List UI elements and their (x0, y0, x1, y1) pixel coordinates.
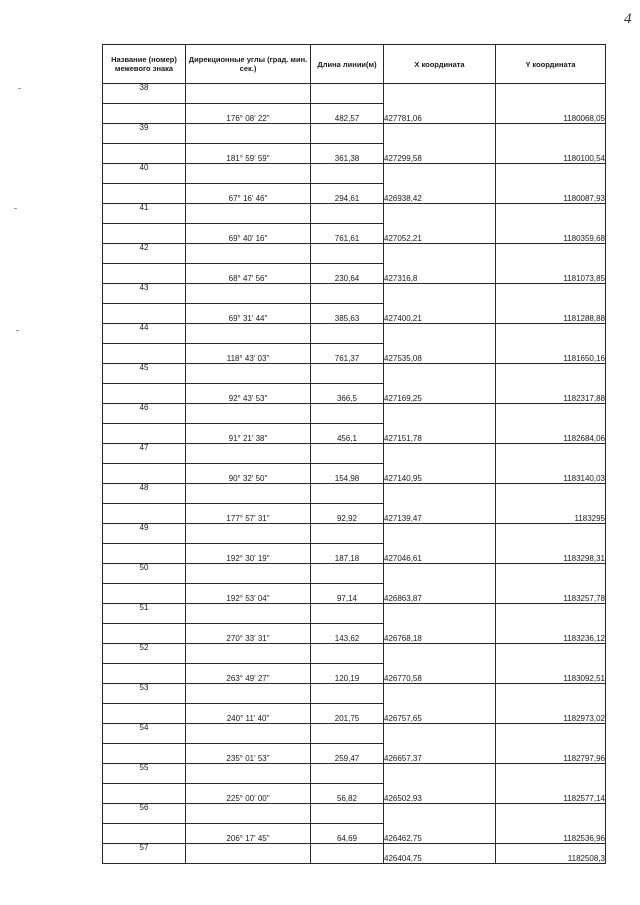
scan-speck (14, 208, 17, 209)
y-coordinate: 1180068,05 (496, 84, 606, 124)
segment-angle: 181° 59' 59" (186, 144, 311, 164)
table-row (103, 244, 606, 264)
empty-cell (103, 384, 186, 404)
empty-cell (103, 624, 186, 644)
segment-length: 456,1 (311, 424, 384, 444)
table-row (103, 124, 606, 144)
empty-cell (186, 84, 311, 104)
table-row (103, 404, 606, 424)
empty-cell (186, 204, 311, 224)
segment-angle: 192° 53' 04" (186, 584, 311, 604)
segment-angle: 225° 00' 00" (186, 784, 311, 804)
y-coordinate: 1182536,96 (496, 804, 606, 844)
x-coordinate: 427169,25 (384, 364, 496, 404)
segment-length: 482,57 (311, 104, 384, 124)
y-coordinate: 1181288,88 (496, 284, 606, 324)
empty-cell (186, 164, 311, 184)
segment-angle: 176° 08' 22" (186, 104, 311, 124)
point-name: 54 (103, 724, 186, 744)
empty-cell (103, 584, 186, 604)
empty-cell (186, 244, 311, 264)
segment-length: 294,61 (311, 184, 384, 204)
empty-cell (186, 684, 311, 704)
segment-length: 143,62 (311, 624, 384, 644)
segment-angle: 206° 17' 45" (186, 824, 311, 844)
segment-angle: 69° 40' 16" (186, 224, 311, 244)
y-coordinate: 1183295 (496, 484, 606, 524)
y-coordinate: 1182508,3 (496, 844, 606, 864)
segment-length: 259,47 (311, 744, 384, 764)
y-coordinate: 1182797,96 (496, 724, 606, 764)
segment-angle: 91° 21' 38" (186, 424, 311, 444)
segment-length: 761,37 (311, 344, 384, 364)
point-name: 52 (103, 644, 186, 664)
point-name: 46 (103, 404, 186, 424)
x-coordinate: 427140,95 (384, 444, 496, 484)
empty-cell (311, 844, 384, 864)
empty-cell (311, 404, 384, 424)
segment-length: 361,38 (311, 144, 384, 164)
empty-cell (311, 444, 384, 464)
y-coordinate: 1182684,06 (496, 404, 606, 444)
empty-cell (103, 784, 186, 804)
y-coordinate: 1181650,16 (496, 324, 606, 364)
segment-length: 92,92 (311, 504, 384, 524)
empty-cell (311, 284, 384, 304)
empty-cell (186, 364, 311, 384)
x-coordinate: 427046,61 (384, 524, 496, 564)
empty-cell (186, 324, 311, 344)
point-name: 55 (103, 764, 186, 784)
empty-cell (311, 724, 384, 744)
header-length: Длина линии(м) (311, 45, 384, 84)
x-coordinate: 427400,21 (384, 284, 496, 324)
point-name: 41 (103, 204, 186, 224)
table-row (103, 164, 606, 184)
x-coordinate: 426938,42 (384, 164, 496, 204)
segment-angle: 67° 16' 46" (186, 184, 311, 204)
segment-length: 761,61 (311, 224, 384, 244)
empty-cell (311, 604, 384, 624)
segment-length: 97,14 (311, 584, 384, 604)
segment-length: 120,19 (311, 664, 384, 684)
empty-cell (186, 484, 311, 504)
point-name: 43 (103, 284, 186, 304)
header-y: Y координата (496, 45, 606, 84)
empty-cell (103, 304, 186, 324)
point-name: 50 (103, 564, 186, 584)
point-name: 47 (103, 444, 186, 464)
empty-cell (103, 504, 186, 524)
segment-length: 201,75 (311, 704, 384, 724)
x-coordinate: 426768,18 (384, 604, 496, 644)
x-coordinate: 427299,58 (384, 124, 496, 164)
x-coordinate: 426502,93 (384, 764, 496, 804)
empty-cell (186, 604, 311, 624)
table-row (103, 644, 606, 664)
x-coordinate: 427052,21 (384, 204, 496, 244)
segment-angle: 235° 01' 53" (186, 744, 311, 764)
empty-cell (103, 464, 186, 484)
x-coordinate: 426462,75 (384, 804, 496, 844)
y-coordinate: 1182577,14 (496, 764, 606, 804)
segment-angle: 69° 31' 44" (186, 304, 311, 324)
empty-cell (186, 124, 311, 144)
empty-cell (103, 144, 186, 164)
empty-cell (186, 724, 311, 744)
point-name: 51 (103, 604, 186, 624)
empty-cell (103, 664, 186, 684)
empty-cell (186, 764, 311, 784)
empty-cell (186, 284, 311, 304)
empty-cell (311, 244, 384, 264)
table-row (103, 564, 606, 584)
empty-cell (311, 164, 384, 184)
segment-angle: 263° 49' 27" (186, 664, 311, 684)
table-row (103, 204, 606, 224)
point-name: 45 (103, 364, 186, 384)
y-coordinate: 1180359,68 (496, 204, 606, 244)
empty-cell (311, 484, 384, 504)
table-body (103, 84, 606, 864)
empty-cell (311, 364, 384, 384)
x-coordinate: 426657,37 (384, 724, 496, 764)
y-coordinate: 1183092,51 (496, 644, 606, 684)
table-row (103, 484, 606, 504)
segment-length: 64,69 (311, 824, 384, 844)
point-name: 56 (103, 804, 186, 824)
table-row (103, 604, 606, 624)
empty-cell (186, 844, 311, 864)
empty-cell (186, 804, 311, 824)
segment-angle: 270° 33' 31" (186, 624, 311, 644)
table-row (103, 324, 606, 344)
empty-cell (103, 264, 186, 284)
empty-cell (311, 684, 384, 704)
y-coordinate: 1183236,12 (496, 604, 606, 644)
segment-length: 230,64 (311, 264, 384, 284)
x-coordinate: 427316,8 (384, 244, 496, 284)
y-coordinate: 1180087,93 (496, 164, 606, 204)
point-name: 44 (103, 324, 186, 344)
empty-cell (311, 644, 384, 664)
empty-cell (103, 184, 186, 204)
x-coordinate: 427139,47 (384, 484, 496, 524)
scan-speck (18, 88, 21, 89)
y-coordinate: 1182973,02 (496, 684, 606, 724)
y-coordinate: 1180100,54 (496, 124, 606, 164)
segment-length: 187,18 (311, 544, 384, 564)
point-name: 39 (103, 124, 186, 144)
table-row (103, 444, 606, 464)
empty-cell (311, 804, 384, 824)
y-coordinate: 1183257,78 (496, 564, 606, 604)
segment-length: 366,5 (311, 384, 384, 404)
empty-cell (103, 344, 186, 364)
table-header-row (103, 45, 606, 84)
empty-cell (103, 224, 186, 244)
empty-cell (311, 524, 384, 544)
segment-angle: 118° 43' 03" (186, 344, 311, 364)
empty-cell (186, 564, 311, 584)
empty-cell (311, 124, 384, 144)
empty-cell (103, 824, 186, 844)
y-coordinate: 1183140,03 (496, 444, 606, 484)
empty-cell (311, 204, 384, 224)
empty-cell (311, 764, 384, 784)
empty-cell (186, 444, 311, 464)
empty-cell (311, 324, 384, 344)
segment-angle: 240° 11' 40" (186, 704, 311, 724)
x-coordinate: 426404,75 (384, 844, 496, 864)
table-row (103, 724, 606, 744)
x-coordinate: 427151,78 (384, 404, 496, 444)
y-coordinate: 1183298,31 (496, 524, 606, 564)
empty-cell (103, 704, 186, 724)
y-coordinate: 1182317,88 (496, 364, 606, 404)
empty-cell (103, 744, 186, 764)
point-name: 53 (103, 684, 186, 704)
table-row (103, 684, 606, 704)
point-name: 40 (103, 164, 186, 184)
x-coordinate: 427781,06 (384, 84, 496, 124)
x-coordinate: 426757,65 (384, 684, 496, 724)
empty-cell (103, 544, 186, 564)
table-row (103, 364, 606, 384)
segment-length: 385,63 (311, 304, 384, 324)
segment-length: 56,82 (311, 784, 384, 804)
table-row (103, 764, 606, 784)
segment-angle: 192° 30' 19" (186, 544, 311, 564)
empty-cell (186, 644, 311, 664)
table-row (103, 844, 606, 864)
empty-cell (311, 84, 384, 104)
header-name: Название (номер) межевого знака (103, 45, 186, 84)
header-x: X координата (384, 45, 496, 84)
x-coordinate: 427535,08 (384, 324, 496, 364)
table-row (103, 84, 606, 104)
empty-cell (103, 424, 186, 444)
x-coordinate: 426863,87 (384, 564, 496, 604)
table-row (103, 284, 606, 304)
segment-angle: 90° 32' 50" (186, 464, 311, 484)
point-name: 48 (103, 484, 186, 504)
empty-cell (311, 564, 384, 584)
point-name: 38 (103, 84, 186, 104)
segment-angle: 177° 57' 31" (186, 504, 311, 524)
x-coordinate: 426770,58 (384, 644, 496, 684)
point-name: 49 (103, 524, 186, 544)
segment-angle: 92° 43' 53" (186, 384, 311, 404)
table-row (103, 524, 606, 544)
survey-table (102, 44, 606, 864)
header-angle: Дирекционные углы (град. мин. сек.) (186, 45, 311, 84)
empty-cell (186, 404, 311, 424)
empty-cell (186, 524, 311, 544)
segment-angle: 68° 47' 56" (186, 264, 311, 284)
y-coordinate: 1181073,85 (496, 244, 606, 284)
page-number: 4 (624, 11, 632, 27)
point-name: 42 (103, 244, 186, 264)
point-name: 57 (103, 844, 186, 864)
scan-speck (16, 330, 19, 331)
segment-length: 154,98 (311, 464, 384, 484)
empty-cell (103, 104, 186, 124)
table-row (103, 804, 606, 824)
